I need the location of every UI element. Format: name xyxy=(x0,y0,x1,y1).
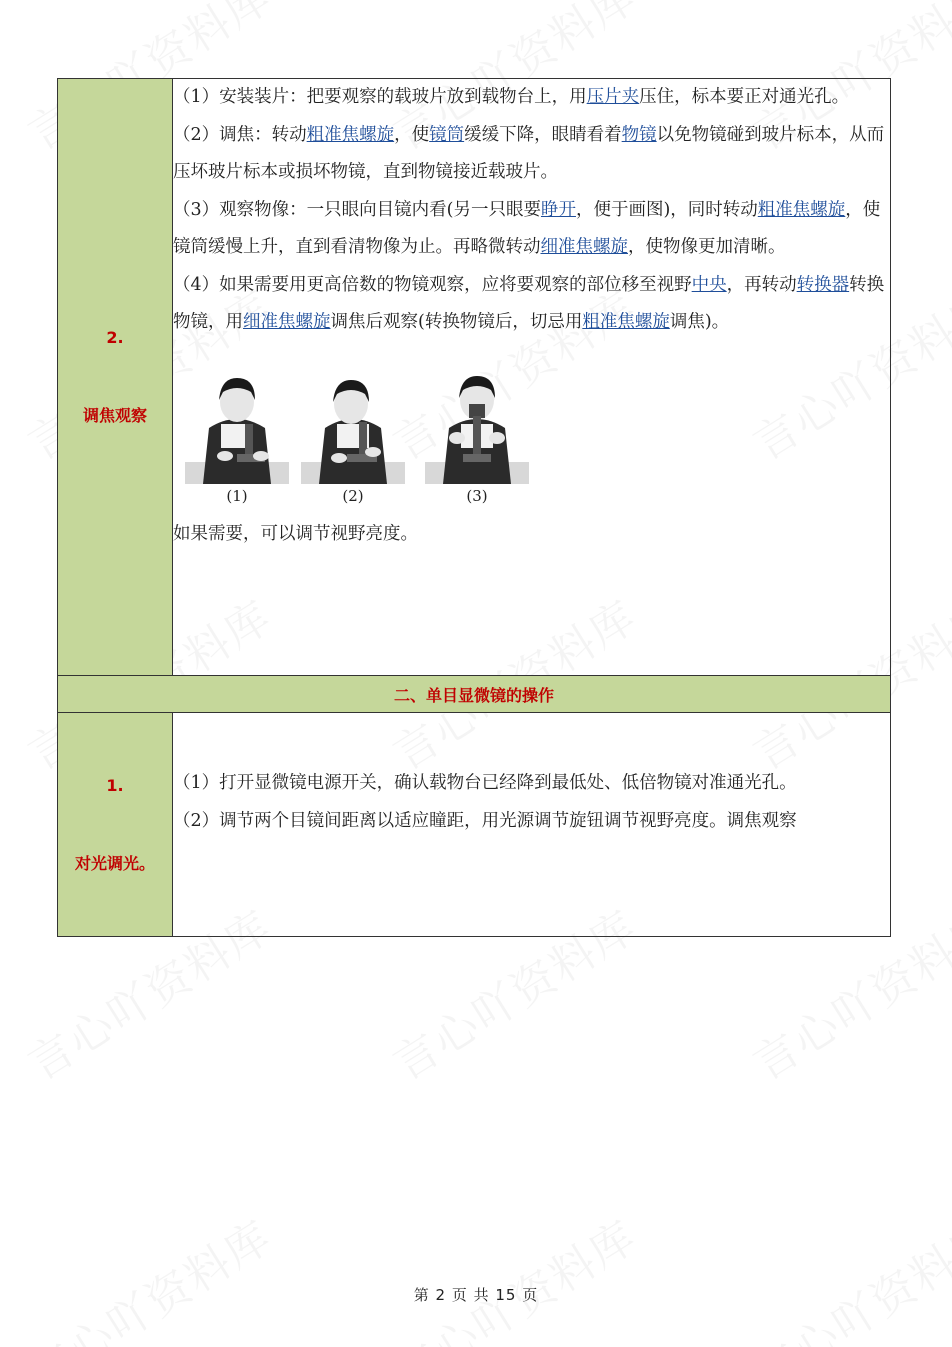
keyword-term[interactable]: 粗准焦螺旋 xyxy=(306,124,395,145)
paragraph-text: ，便于画图)，同时转动 xyxy=(575,199,758,220)
keyword-term[interactable]: 粗准焦螺旋 xyxy=(757,199,846,220)
step-paragraph xyxy=(173,192,890,267)
step-line: （2）调节两个目镜间距离以适应瞳距，用光源调节旋钮调节视野亮度。调焦观察 xyxy=(173,810,797,831)
section-header: 二、单目显微镜的操作 xyxy=(58,676,891,713)
student-microscope-photo xyxy=(301,366,405,484)
procedure-table xyxy=(57,78,891,937)
keyword-term[interactable]: 物镜 xyxy=(621,124,657,145)
paragraph-text: 转换物镜，用 xyxy=(173,274,885,332)
paragraph-text: ，使物像更加清晰。 xyxy=(628,237,786,257)
row-number: 1. xyxy=(106,775,124,795)
paragraph-text: 调焦)。 xyxy=(669,312,730,332)
photo-figure-2 xyxy=(301,366,405,506)
paragraph-text: （3）观察物像：一只眼向目镜内看(另一只眼要 xyxy=(173,199,541,220)
section-header-row xyxy=(58,676,891,713)
step-line: （1）打开显微镜电源开关，确认载物台已经降到最低处、低倍物镜对准通光孔。 xyxy=(173,773,797,793)
row-title: 对光调光。 xyxy=(74,853,155,873)
row-number: 2. xyxy=(106,328,124,347)
page-number: 第 2 页 共 15 页 xyxy=(413,1286,539,1304)
watermark xyxy=(14,1202,282,1347)
keyword-term[interactable]: 镜筒 xyxy=(429,124,465,145)
microscope-photos xyxy=(173,366,890,526)
photo-figure-3 xyxy=(425,366,529,506)
step-paragraph xyxy=(173,79,890,117)
focus-observe-content xyxy=(173,79,891,676)
row-title: 调焦观察 xyxy=(82,406,147,425)
light-adjust-row xyxy=(58,713,891,937)
keyword-term[interactable]: 细准焦螺旋 xyxy=(243,312,331,332)
paragraph-text: （2）调焦：转动 xyxy=(173,124,307,145)
keyword-term[interactable]: 压片夹 xyxy=(586,87,640,107)
photo-caption: (1) xyxy=(226,486,248,505)
row-label-focus xyxy=(58,79,173,676)
paragraph-text: （4）如果需要用更高倍数的物镜观察，应将要观察的部位移至视野 xyxy=(173,274,692,295)
paragraph-text: 调焦后观察(转换物镜后，切忌用 xyxy=(330,312,583,332)
paragraph-text: ，使 xyxy=(394,124,430,145)
keyword-term[interactable]: 细准焦螺旋 xyxy=(540,237,628,257)
paragraph-text: （1）安装装片：把要观察的载玻片放到载物台上，用 xyxy=(173,87,587,107)
paragraph-text: 缓缓下降，眼睛看着 xyxy=(464,124,622,145)
watermark xyxy=(379,1202,647,1347)
paragraph-text: ，再转动 xyxy=(726,274,797,295)
watermark xyxy=(739,1202,952,1347)
photo-caption: (3) xyxy=(466,486,488,505)
keyword-term[interactable]: 粗准焦螺旋 xyxy=(582,312,670,332)
light-adjust-content xyxy=(173,713,891,937)
brightness-note: 如果需要，可以调节视野亮度。 xyxy=(173,523,418,544)
photo-figure-1 xyxy=(185,366,289,506)
paragraph-text: ，使镜筒缓慢上升，直到看清物像为止。再略微转动 xyxy=(173,199,881,257)
paragraph-text: 压住，标本要正对通光孔。 xyxy=(639,87,850,107)
student-microscope-photo xyxy=(425,366,529,484)
student-microscope-photo xyxy=(185,366,289,484)
step-paragraph xyxy=(173,117,890,192)
keyword-term[interactable]: 转换器 xyxy=(796,274,850,295)
paragraph-text: 以免物镜碰到玻片标本，从而压坏玻片标本或损坏物镜，直到物镜接近载玻片。 xyxy=(173,124,885,182)
focus-observe-row xyxy=(58,79,891,676)
photo-caption: (2) xyxy=(342,486,364,505)
keyword-term[interactable]: 睁开 xyxy=(540,199,576,220)
step-paragraph xyxy=(173,267,890,342)
row-label-light xyxy=(58,713,173,937)
keyword-term[interactable]: 中央 xyxy=(691,274,727,295)
